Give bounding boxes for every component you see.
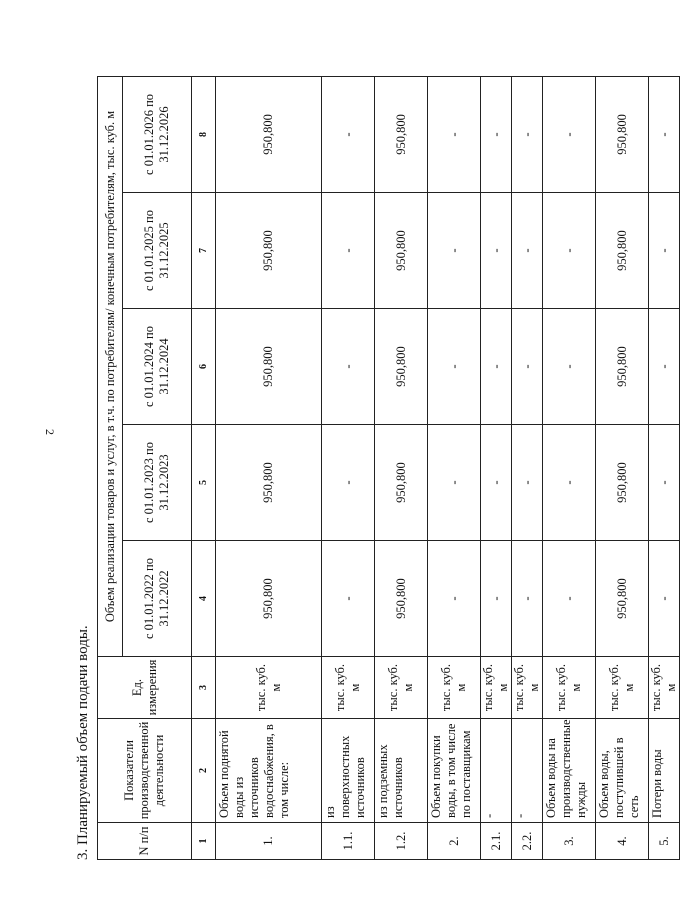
- column-number-row: [192, 76, 216, 859]
- table-row: [428, 76, 481, 859]
- value-cell: 950,800: [596, 541, 649, 657]
- row-number-cell: 1.: [216, 823, 322, 860]
- value-cell: -: [649, 193, 680, 309]
- indicator-name-cell: из подземных источников: [375, 719, 428, 823]
- value-cell: 950,800: [375, 425, 428, 541]
- unit-cell: тыс. куб. м: [322, 657, 375, 719]
- unit-cell: тыс. куб. м: [216, 657, 322, 719]
- value-cell: -: [481, 76, 512, 192]
- row-number-cell: 3.: [543, 823, 596, 860]
- value-cell: -: [543, 193, 596, 309]
- column-number: 8: [192, 76, 216, 192]
- value-cell: 950,800: [216, 193, 322, 309]
- value-cell: 950,800: [375, 309, 428, 425]
- value-cell: 950,800: [216, 425, 322, 541]
- rotated-page-content: [0, 15, 678, 860]
- unit-cell: тыс. куб. м: [543, 657, 596, 719]
- col-name-header: Показатели производственной деятельности: [98, 719, 192, 823]
- value-cell: -: [512, 309, 543, 425]
- table-row: [512, 76, 543, 859]
- value-cell: -: [428, 76, 481, 192]
- value-cell: -: [428, 425, 481, 541]
- value-cell: -: [322, 76, 375, 192]
- table-row: [375, 76, 428, 859]
- value-cell: 950,800: [596, 193, 649, 309]
- value-cell: 950,800: [216, 309, 322, 425]
- value-cell: -: [428, 309, 481, 425]
- value-cell: 950,800: [596, 309, 649, 425]
- column-number: 4: [192, 541, 216, 657]
- indicator-name-cell: из поверхностных источников: [322, 719, 375, 823]
- value-cell: -: [649, 541, 680, 657]
- row-number-cell: 1.1.: [322, 823, 375, 860]
- value-cell: 950,800: [375, 76, 428, 192]
- value-cell: -: [543, 425, 596, 541]
- table-row: [322, 76, 375, 859]
- value-cell: -: [543, 76, 596, 192]
- row-number-cell: 4.: [596, 823, 649, 860]
- value-cell: -: [481, 541, 512, 657]
- column-number: 7: [192, 193, 216, 309]
- value-cell: -: [512, 193, 543, 309]
- value-cell: -: [322, 541, 375, 657]
- column-number: 1: [192, 823, 216, 860]
- period-header: с 01.01.2023 по 31.12.2023: [123, 425, 192, 541]
- indicator-name-cell: Объем воды, поступившей в сеть: [596, 719, 649, 823]
- table-row: [596, 76, 649, 859]
- value-cell: -: [322, 309, 375, 425]
- indicator-name-cell: -: [512, 719, 543, 823]
- value-cell: -: [481, 425, 512, 541]
- unit-cell: тыс. куб. м: [649, 657, 680, 719]
- value-cell: -: [322, 425, 375, 541]
- indicator-name-cell: Потери воды: [649, 719, 680, 823]
- column-number: 6: [192, 309, 216, 425]
- value-cell: -: [322, 193, 375, 309]
- row-number-cell: 1.2.: [375, 823, 428, 860]
- value-cell: -: [649, 309, 680, 425]
- column-number: 3: [192, 657, 216, 719]
- value-cell: -: [649, 425, 680, 541]
- value-cell: -: [481, 309, 512, 425]
- indicator-name-cell: Объем покупки воды, в том числе по поставщикам: [428, 719, 481, 823]
- table-row: [481, 76, 512, 859]
- row-number-cell: 2.2.: [512, 823, 543, 860]
- value-cell: -: [512, 541, 543, 657]
- period-header: с 01.01.2024 по 31.12.2024: [123, 309, 192, 425]
- value-cell: 950,800: [216, 541, 322, 657]
- value-cell: -: [543, 541, 596, 657]
- unit-cell: тыс. куб. м: [375, 657, 428, 719]
- value-cell: -: [428, 541, 481, 657]
- period-header: с 01.01.2025 по 31.12.2025: [123, 193, 192, 309]
- column-number: 2: [192, 719, 216, 823]
- value-cell: 950,800: [375, 193, 428, 309]
- value-cell: -: [428, 193, 481, 309]
- col-unit-header: Ед. измерения: [98, 657, 192, 719]
- indicator-name-cell: Объем воды на производственные нужды: [543, 719, 596, 823]
- unit-cell: тыс. куб. м: [512, 657, 543, 719]
- column-number: 5: [192, 425, 216, 541]
- group-header: Объем реализации товаров и услуг, в т.ч. по потребителям/ конечным потребителям, тыс. куб. м: [98, 76, 123, 656]
- value-cell: 950,800: [216, 76, 322, 192]
- value-cell: 950,800: [596, 76, 649, 192]
- value-cell: 950,800: [596, 425, 649, 541]
- page-number: 2: [43, 429, 57, 435]
- value-cell: 950,800: [375, 541, 428, 657]
- table-row: [543, 76, 596, 859]
- section-heading: 3. Планируемый объем подачи воды.: [75, 625, 91, 860]
- row-number-cell: 2.: [428, 823, 481, 860]
- period-header: с 01.01.2026 по 31.12.2026: [123, 76, 192, 192]
- table-body: [216, 76, 680, 859]
- header-row-group: [98, 76, 123, 859]
- table-row: [649, 76, 680, 859]
- row-number-cell: 5.: [649, 823, 680, 860]
- row-number-cell: 2.1.: [481, 823, 512, 860]
- unit-cell: тыс. куб. м: [481, 657, 512, 719]
- value-cell: -: [543, 309, 596, 425]
- value-cell: -: [512, 76, 543, 192]
- table-row: [216, 76, 322, 859]
- indicator-name-cell: -: [481, 719, 512, 823]
- value-cell: -: [481, 193, 512, 309]
- unit-cell: тыс. куб. м: [428, 657, 481, 719]
- indicator-name-cell: Объем поднятой воды из источников водоснабжения, в том числе:: [216, 719, 322, 823]
- water-supply-table: [97, 76, 680, 860]
- value-cell: -: [512, 425, 543, 541]
- period-header: с 01.01.2022 по 31.12.2022: [123, 541, 192, 657]
- unit-cell: тыс. куб. м: [596, 657, 649, 719]
- value-cell: -: [649, 76, 680, 192]
- col-num-header: N п/п: [98, 823, 192, 860]
